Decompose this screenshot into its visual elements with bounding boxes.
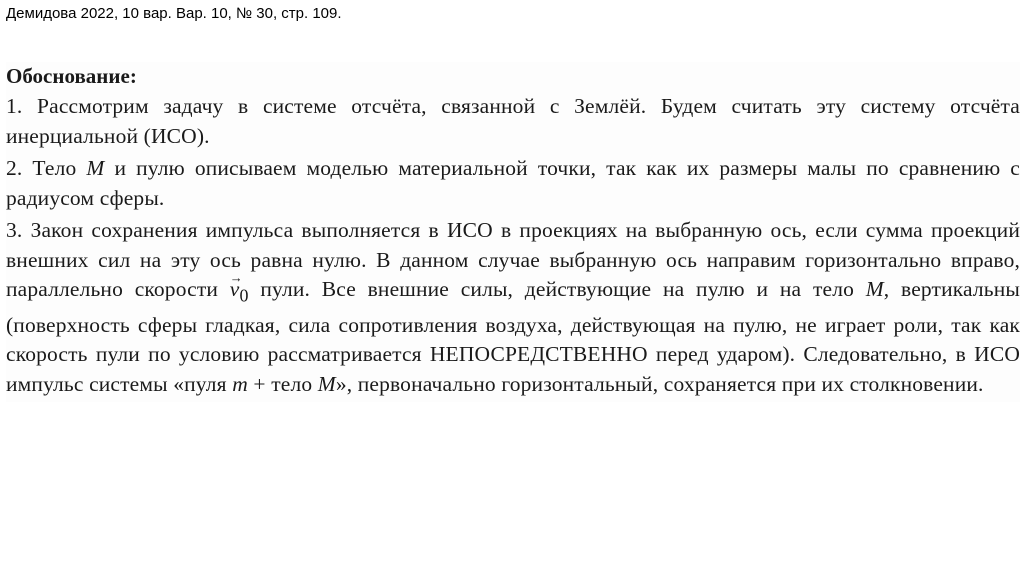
p3-text-c: , вертикальны (поверхность сферы гладкая, сила сопротивления воздуха, действующая на пулю, не играет роли, так как скорость пули по условию рассматривается НЕПОСРЕДСТВЕННО перед ударом). Следовательно, в ИСО импульс системы «пуля	[6, 277, 1020, 396]
mass-m-symbol: m	[232, 371, 248, 396]
velocity-subscript: 0	[239, 285, 249, 306]
p3-text-b: пули. Все внешние силы, действующие на пулю и на тело	[248, 277, 866, 301]
paragraph-1: 1. Рассмотрим задачу в системе отсчёта, связанной с Землёй. Будем считать эту систему отсчёта инерциальной (ИСО).	[6, 94, 1020, 148]
section-heading: Обоснование:	[6, 64, 137, 88]
p2-text-a: 2. Тело	[6, 156, 87, 180]
paragraph-2	[6, 154, 1020, 213]
p3-text-e: », первоначально горизонтальный, сохраняется при их столкновении.	[335, 371, 984, 396]
source-reference: Демидова 2022, 10 вар. Вар. 10, № 30, стр. 109.	[6, 5, 342, 22]
mass-M-symbol: M	[317, 371, 336, 396]
p2-text-b: и пулю описываем моделью материальной точки, так как их размеры малы по сравнению с радиусом сферы.	[6, 156, 1020, 210]
mass-M-symbol: M	[865, 277, 884, 301]
velocity-vector-symbol	[230, 275, 240, 305]
p3-text-d: + тело	[247, 371, 318, 396]
paragraph-3	[6, 216, 1020, 399]
velocity-letter: v	[229, 277, 240, 301]
mass-M-symbol: M	[86, 156, 105, 180]
scanned-text-block	[6, 62, 1020, 402]
p3-text-a: 3. Закон сохранения импульса выполняется в ИСО в проекциях на выбранную ось, если сумма проекций внешних сил на эту ось равна нулю. В данном случае выбранную ось направим горизонтально вправо, параллельно скорости	[6, 218, 1020, 301]
